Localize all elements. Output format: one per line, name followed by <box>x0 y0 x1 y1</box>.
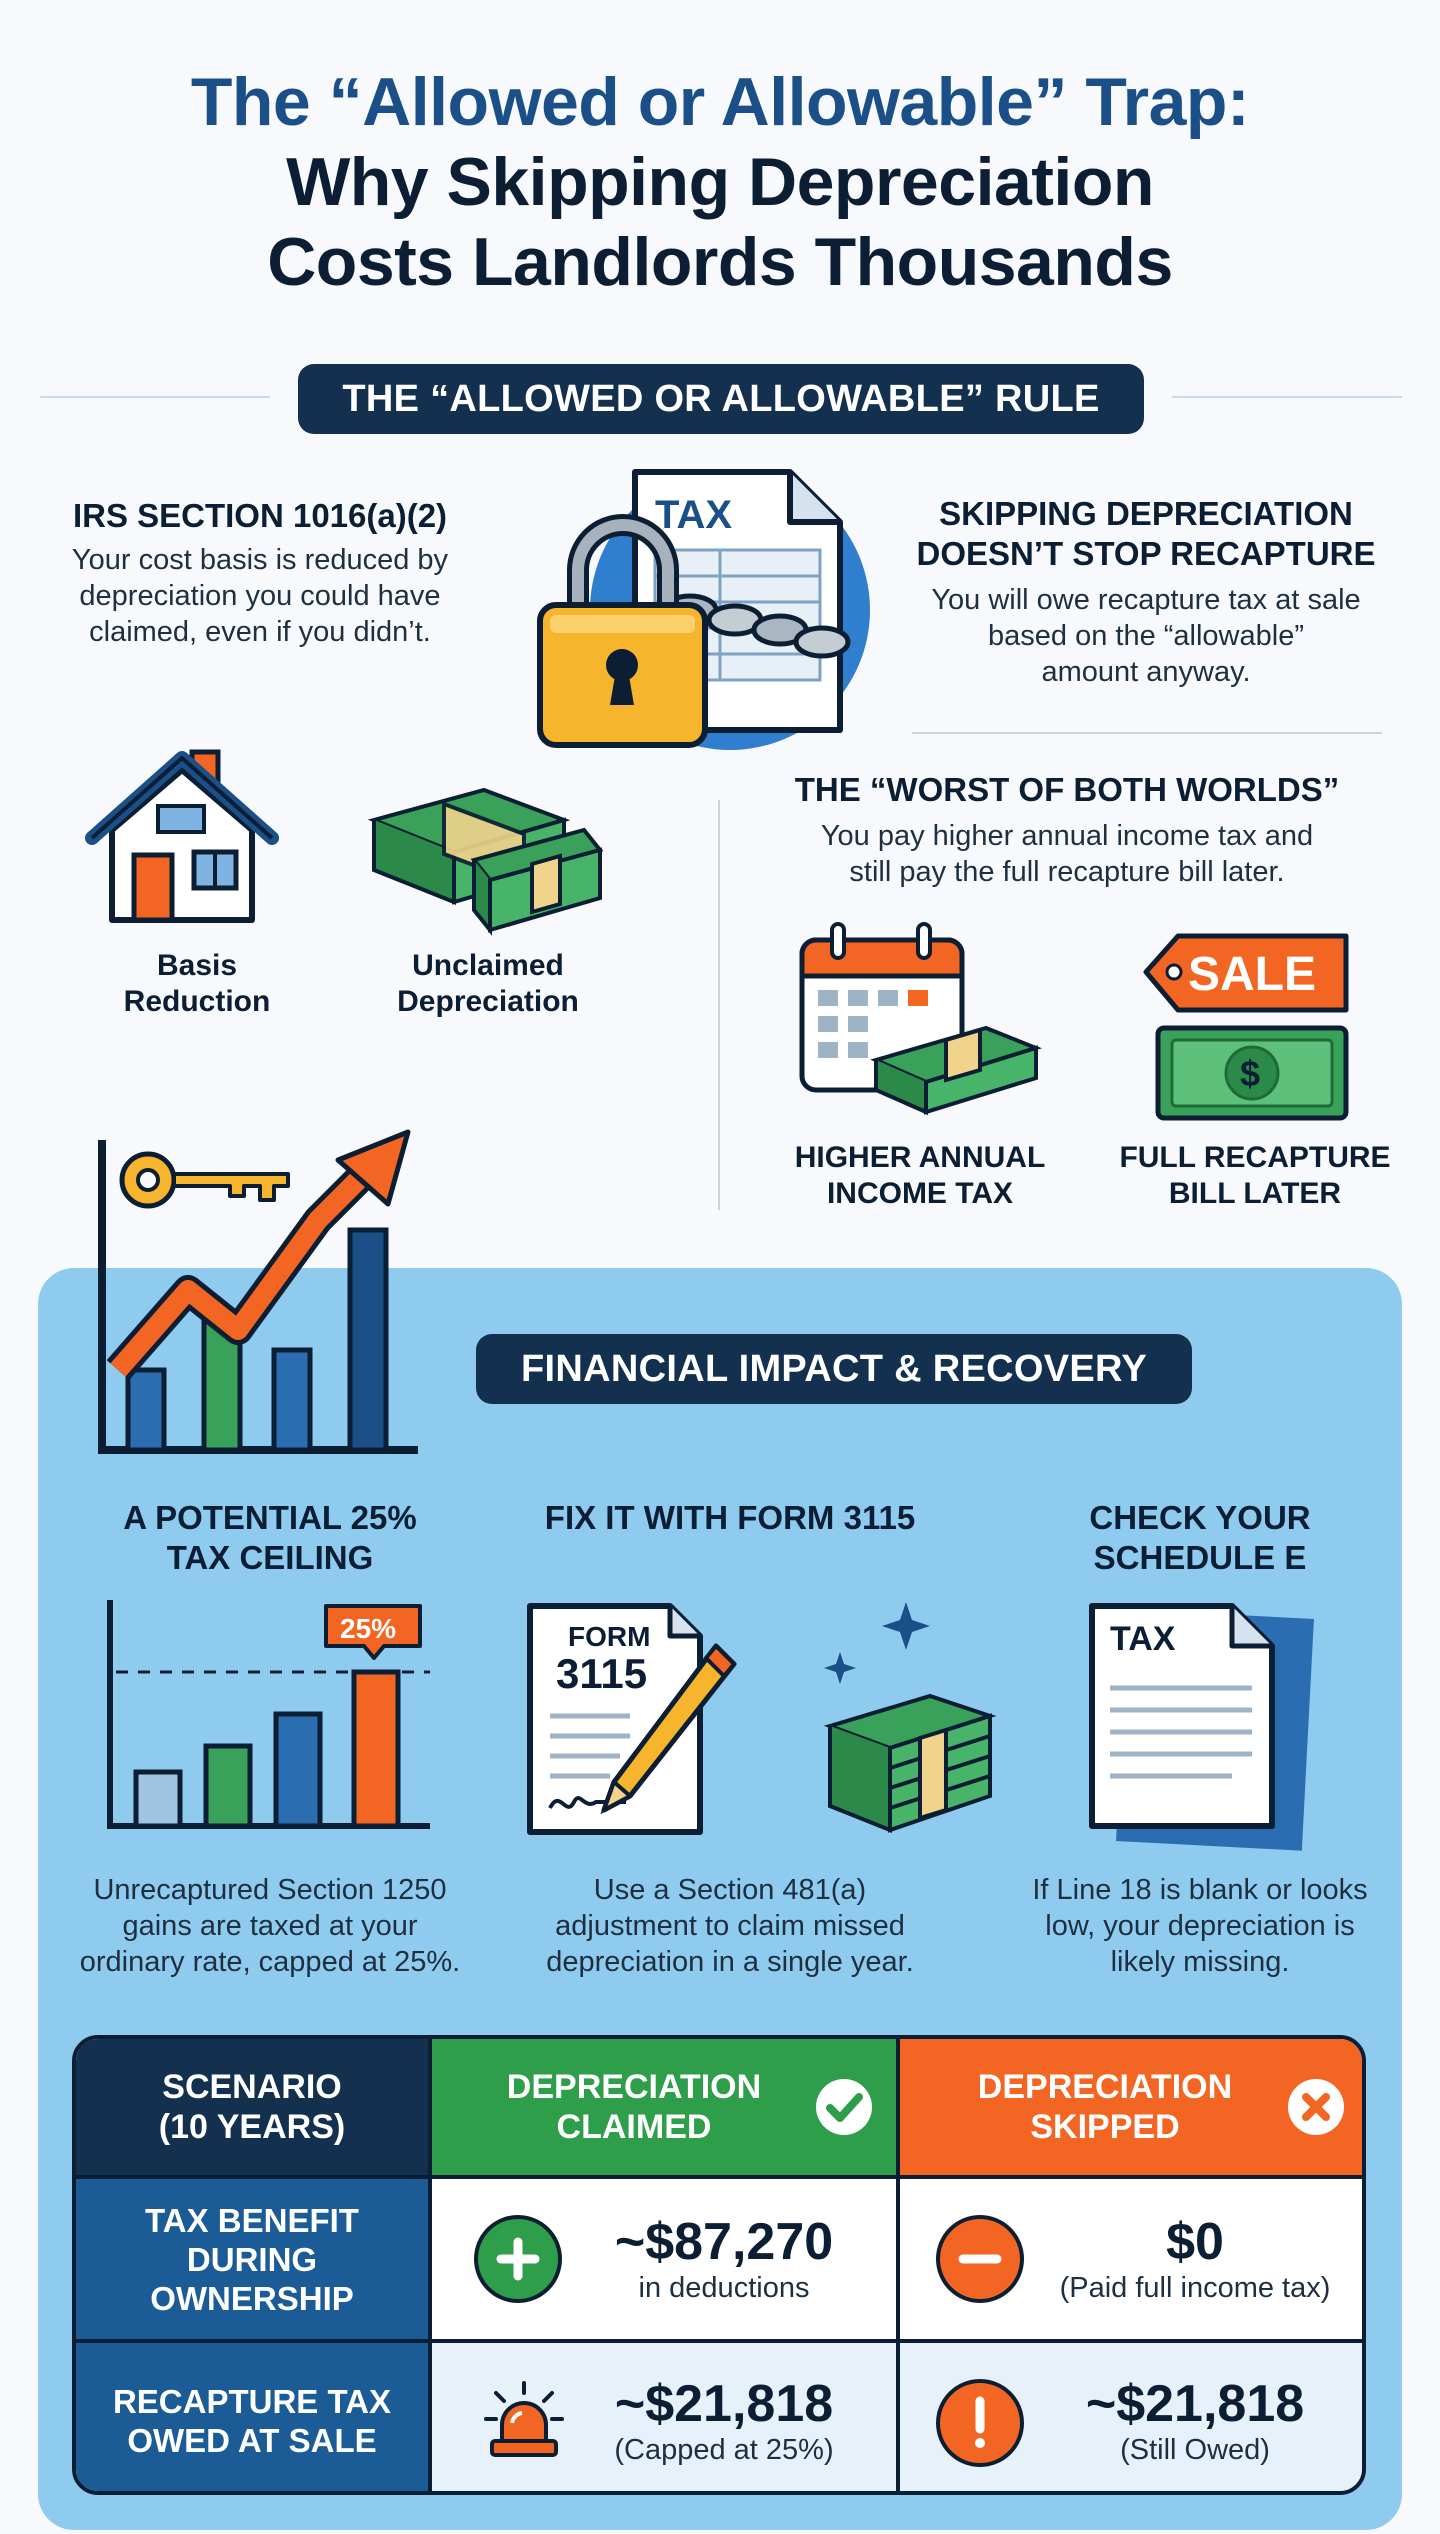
schedule-body <box>990 1872 1410 1980</box>
ceiling-body-line-2: gains are taxed at your <box>122 1910 418 1942</box>
form-heading: FIX IT WITH FORM 3115 <box>544 1499 916 1536</box>
skipped-header-line-2: SKIPPED <box>1030 2108 1180 2146</box>
house-icon <box>82 740 282 930</box>
exclamation-icon <box>936 2379 1024 2467</box>
schedule-heading <box>1000 1498 1400 1578</box>
impact-section-label: FINANCIAL IMPACT & RECOVERY <box>476 1334 1192 1404</box>
calendar-cash-icon <box>796 920 1046 1130</box>
row-2-label-line-1: RECAPTURE TAX <box>112 2383 392 2420</box>
schedule-heading-line-2: SCHEDULE E <box>1093 1539 1307 1576</box>
title-line-2: Why Skipping Depreciation <box>286 144 1154 220</box>
ceiling-heading-line-2: TAX CEILING <box>166 1539 374 1576</box>
row-1-claimed-value: ~$87,270 <box>614 2213 834 2271</box>
row-2-skipped-note: (Still Owed) <box>1120 2434 1270 2466</box>
worst-body-line-2: still pay the full recapture bill later. <box>849 856 1285 888</box>
form-3115-pencil-icon <box>520 1596 740 1846</box>
center-divider <box>718 800 720 1210</box>
skipped-header-line-1: DEPRECIATION <box>977 2068 1233 2106</box>
section-rule-right <box>1172 396 1402 398</box>
higher-tax-caption-line-2: INCOME TAX <box>826 1177 1014 1210</box>
row-1-skipped-note: (Paid full income tax) <box>1059 2272 1331 2304</box>
recapture-heading-line-1: SKIPPING DEPRECIATION <box>939 495 1353 532</box>
sale-tag-text: SALE <box>1188 948 1317 1001</box>
form-body <box>500 1872 960 1980</box>
ceiling-heading <box>60 1498 480 1578</box>
basis-caption-line-2: Reduction <box>123 985 271 1018</box>
table-header-claimed <box>428 2039 896 2175</box>
schedule-body-line-1: If Line 18 is blank or looks <box>1032 1874 1368 1906</box>
full-recapture-caption-line-1: FULL RECAPTURE <box>1119 1141 1391 1174</box>
worst-heading: THE “WORST OF BOTH WORLDS” <box>794 771 1340 808</box>
row-2-claimed-note: (Capped at 25%) <box>614 2434 834 2466</box>
row-2-skipped-value: ~$21,818 <box>1085 2375 1305 2433</box>
worst-body-line-1: You pay higher annual income tax and <box>820 820 1314 852</box>
form-body-line-2: adjustment to claim missed <box>555 1910 905 1942</box>
recapture-block <box>890 494 1402 690</box>
table-row-1-skipped <box>896 2175 1366 2339</box>
recapture-body-line-2: based on the “allowable” <box>988 620 1304 652</box>
comparison-table <box>72 2035 1366 2495</box>
row-1-label-line-3: OWNERSHIP <box>150 2279 354 2317</box>
minus-icon <box>936 2215 1024 2303</box>
basis-reduction-caption <box>92 948 302 1020</box>
recapture-heading-line-2: DOESN’T STOP RECAPTURE <box>916 535 1376 572</box>
row-2-claimed-value: ~$21,818 <box>614 2375 834 2433</box>
check-icon <box>814 2077 874 2137</box>
section-rule-left <box>40 396 270 398</box>
rule-section-label: THE “ALLOWED OR ALLOWABLE” RULE <box>298 364 1144 434</box>
ceiling-body-line-3: ordinary rate, capped at 25%. <box>79 1946 461 1978</box>
row-1-claimed-note: in deductions <box>638 2272 810 2304</box>
growth-key-icon <box>88 1120 428 1460</box>
basis-caption-line-1: Basis <box>156 949 238 982</box>
irs-body-line-3: claimed, even if you didn’t. <box>89 616 431 648</box>
full-recapture-caption-line-2: BILL LATER <box>1168 1177 1342 1210</box>
irs-section-block <box>40 496 480 650</box>
title-line-3: Costs Landlords Thousands <box>267 224 1173 300</box>
claimed-header-line-1: DEPRECIATION <box>506 2068 762 2106</box>
table-row-2-claimed <box>428 2339 896 2495</box>
form-body-line-3: depreciation in a single year. <box>546 1946 914 1978</box>
svg-text:$: $ <box>1240 1053 1261 1094</box>
ceiling-body <box>40 1872 500 1980</box>
worst-block <box>742 770 1392 890</box>
recapture-body-line-1: You will owe recapture tax at sale <box>931 584 1361 616</box>
form-doc-line-1: FORM <box>568 1621 651 1652</box>
schedule-e-document-icon <box>1082 1596 1322 1856</box>
higher-tax-caption <box>770 1140 1070 1212</box>
form-doc-line-2: 3115 <box>556 1650 648 1697</box>
scenario-header-line-2: (10 YEARS) <box>158 2108 346 2146</box>
row-1-label-line-2: DURING <box>186 2240 318 2278</box>
claimed-header-line-2: CLAIMED <box>556 2108 712 2146</box>
schedule-doc-label: TAX <box>1110 1620 1176 1658</box>
plus-icon <box>474 2215 562 2303</box>
page-title <box>0 62 1440 302</box>
unclaimed-caption-line-1: Unclaimed <box>412 949 564 982</box>
title-line-1: The “Allowed or Allowable” Trap: <box>190 64 1250 140</box>
irs-body-line-1: Your cost basis is reduced by <box>71 544 449 576</box>
form-body-line-1: Use a Section 481(a) <box>593 1874 867 1906</box>
schedule-body-line-2: low, your depreciation is <box>1045 1910 1355 1942</box>
tax-ceiling-chart-icon <box>100 1596 440 1836</box>
table-header-skipped <box>896 2039 1366 2175</box>
schedule-heading-line-1: CHECK YOUR <box>1089 1499 1311 1536</box>
scenario-header-line-1: SCENARIO <box>162 2068 342 2106</box>
cash-stack-icon <box>364 780 604 940</box>
locked-tax-document-icon <box>530 460 890 780</box>
unclaimed-caption <box>364 948 612 1020</box>
form-heading-block <box>500 1498 960 1538</box>
sale-tag-icon <box>1140 922 1360 1122</box>
ceiling-body-line-1: Unrecaptured Section 1250 <box>93 1874 447 1906</box>
unclaimed-caption-line-2: Depreciation <box>397 985 579 1018</box>
right-divider <box>912 732 1382 734</box>
row-1-label-line-1: TAX BENEFIT <box>145 2201 359 2239</box>
schedule-body-line-3: likely missing. <box>1110 1946 1290 1978</box>
irs-section-heading: IRS SECTION 1016(a)(2) <box>72 497 448 534</box>
alarm-siren-icon <box>482 2379 566 2459</box>
table-row-2-skipped <box>896 2339 1366 2495</box>
ceiling-badge: 25% <box>340 1613 397 1644</box>
table-row-1-claimed <box>428 2175 896 2339</box>
row-1-skipped-value: $0 <box>1166 2213 1224 2271</box>
row-2-label-line-2: OWED AT SALE <box>127 2422 377 2459</box>
table-row-1-label <box>76 2175 428 2339</box>
sparkle-cash-stack-icon <box>820 1596 1000 1836</box>
x-icon <box>1286 2077 1346 2137</box>
tax-doc-label: TAX <box>655 493 733 537</box>
recapture-body-line-3: amount anyway. <box>1041 656 1251 688</box>
table-row-2-label <box>76 2339 428 2495</box>
table-header-scenario <box>76 2039 428 2175</box>
irs-body-line-2: depreciation you could have <box>79 580 441 612</box>
higher-tax-caption-line-1: HIGHER ANNUAL <box>794 1141 1046 1174</box>
ceiling-heading-line-1: A POTENTIAL 25% <box>123 1499 417 1536</box>
full-recapture-caption <box>1110 1140 1400 1212</box>
